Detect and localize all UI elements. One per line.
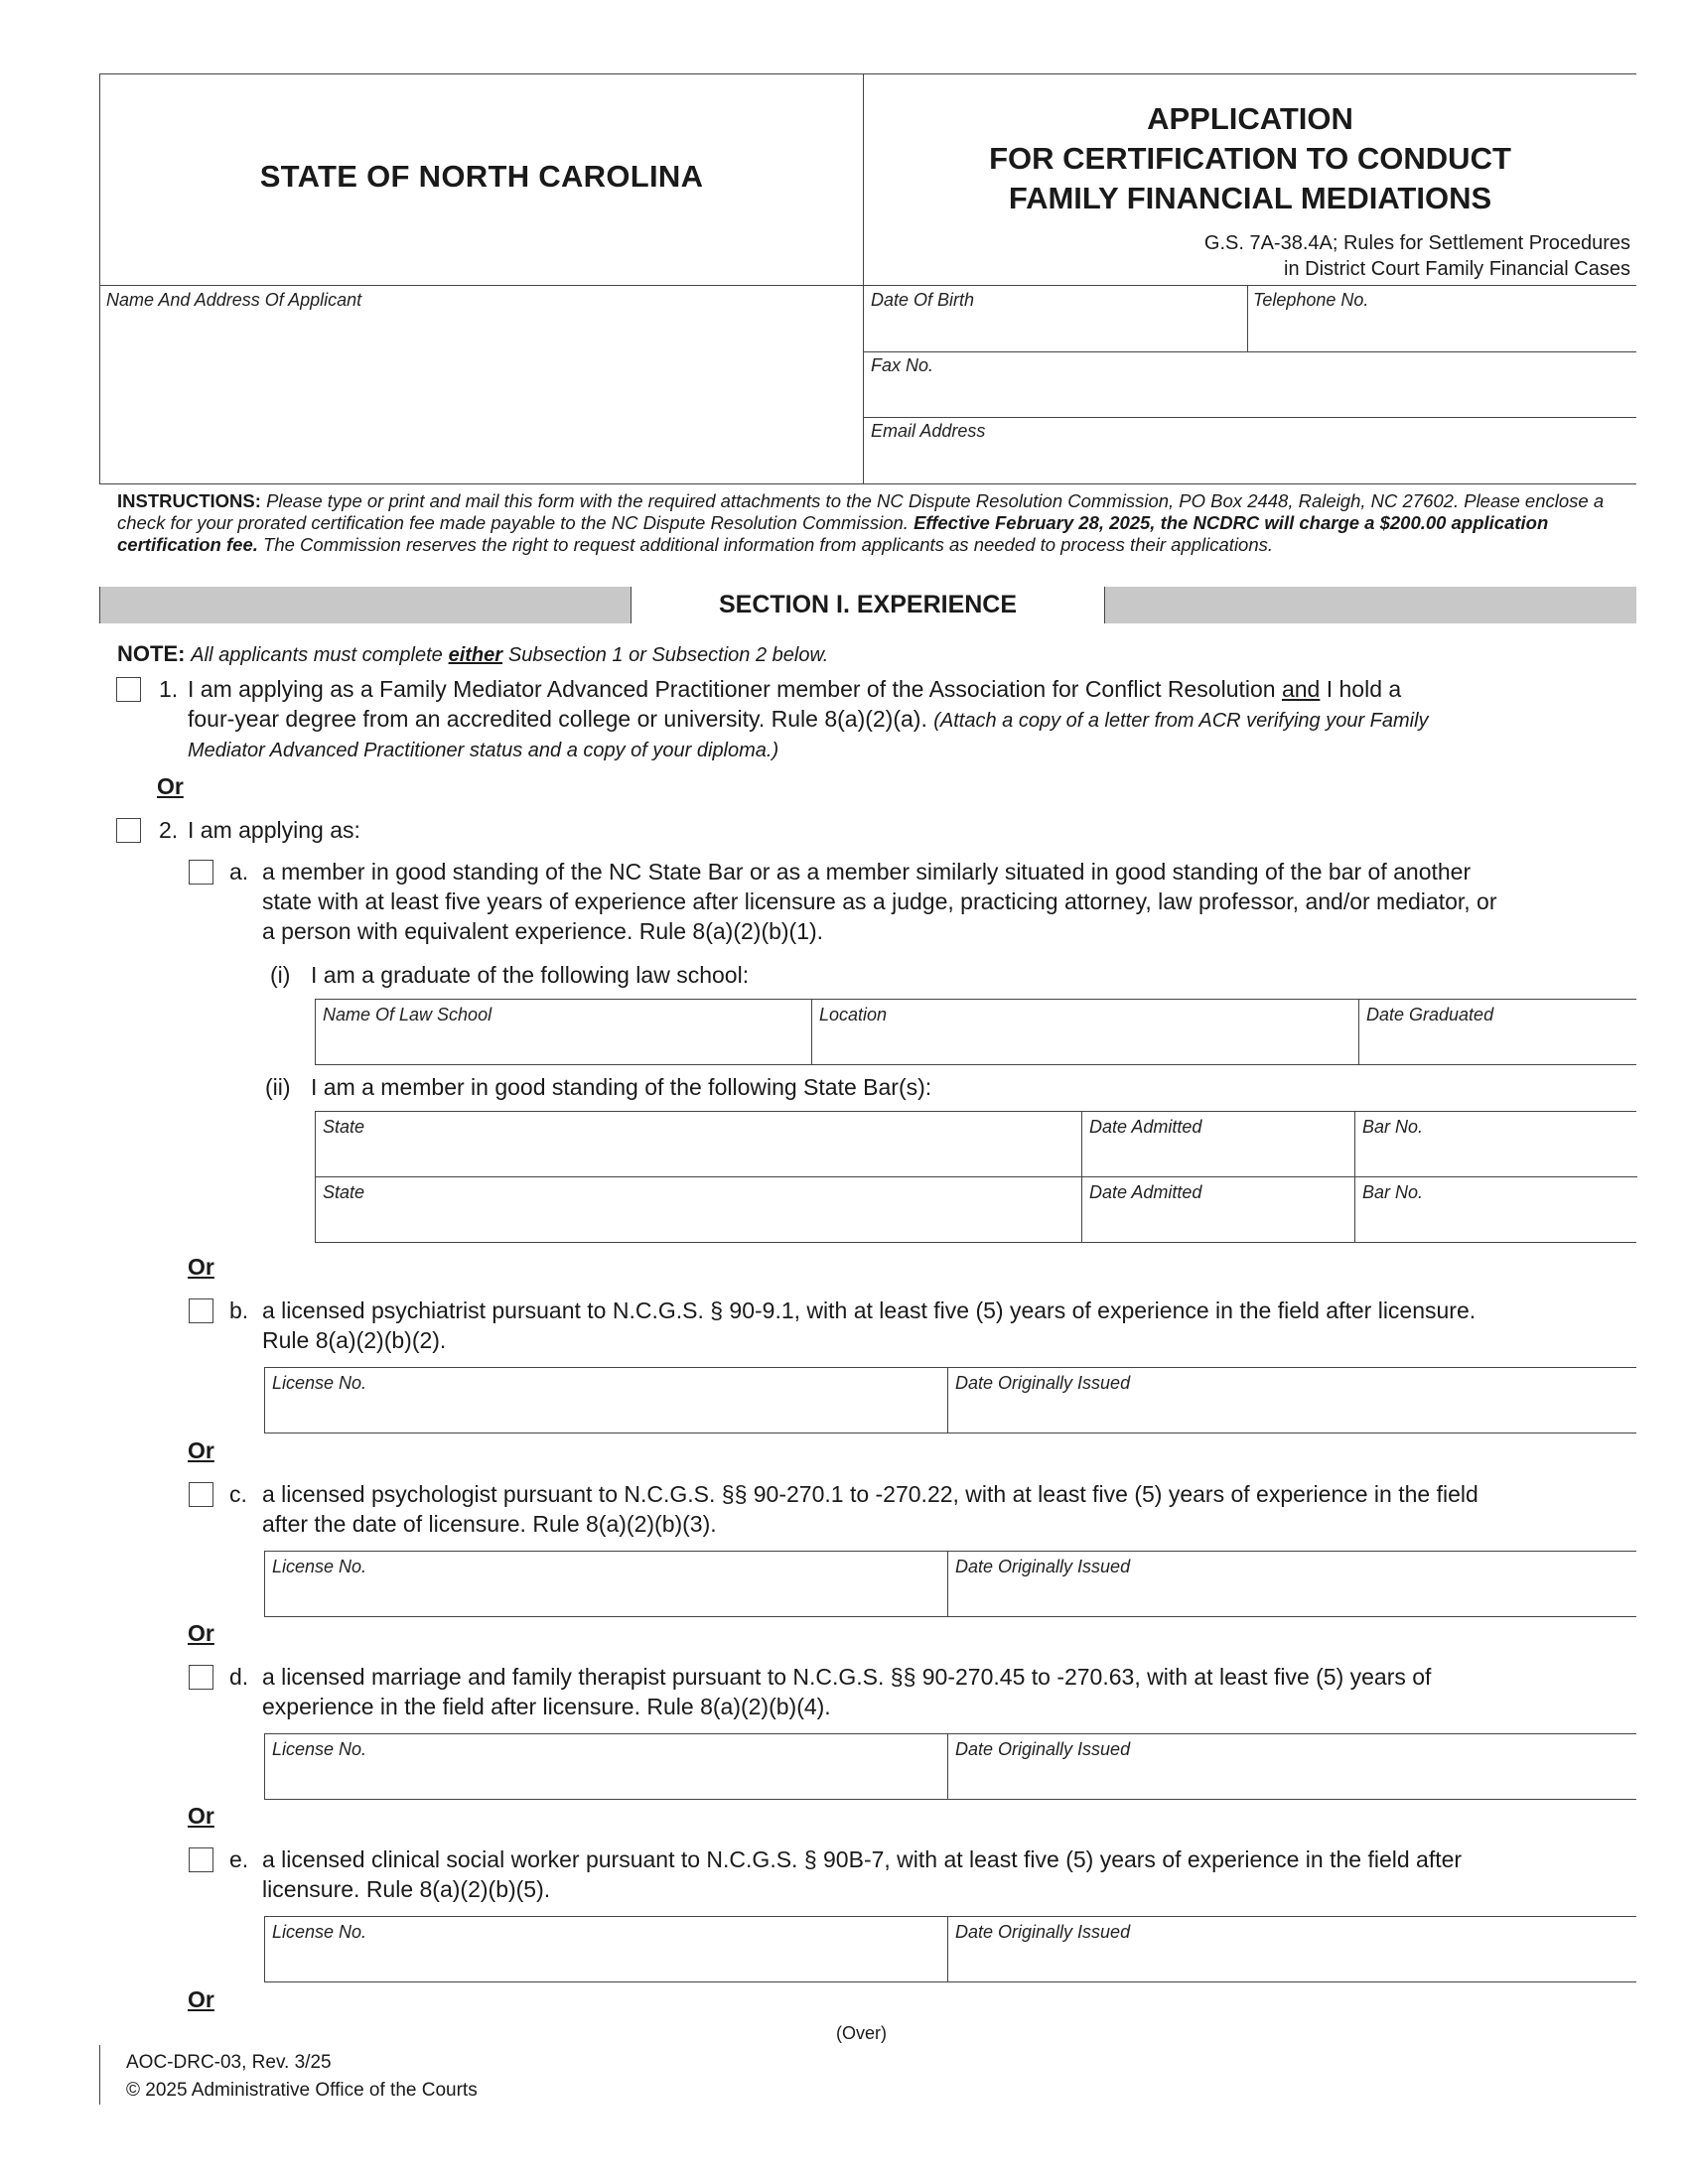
license-no-cell bbox=[265, 1552, 948, 1616]
section-title: SECTION I. EXPERIENCE bbox=[631, 587, 1105, 623]
bar-no-input-1[interactable] bbox=[1361, 1144, 1631, 1173]
bar-no-label-1: Bar No. bbox=[1362, 1117, 1424, 1137]
item-1-line1-a: I am applying as a Family Mediator Advanced Practitioner member of the Association for Conflict Resolution bbox=[188, 676, 1276, 702]
item-2a-ii-number: (ii) bbox=[265, 1074, 291, 1100]
item-2c-line1: a licensed psychologist pursuant to N.C.G.S. §§ 90-270.1 to -270.22, with at least five (5) years of experience in the field bbox=[262, 1481, 1478, 1507]
law-school-label: Name Of Law School bbox=[323, 1005, 492, 1024]
item-2c-letter: c. bbox=[229, 1481, 247, 1507]
item-2e-line1: a licensed clinical social worker pursuant to N.C.G.S. § 90B-7, with at least five (5) years of experience in the field after bbox=[262, 1846, 1463, 1872]
dob-label: Date Of Birth bbox=[871, 290, 975, 310]
state-input-2[interactable] bbox=[322, 1209, 1075, 1239]
date-issued-cell bbox=[948, 1734, 1637, 1799]
or-separator: Or bbox=[188, 1803, 214, 1829]
note-text-before: All applicants must complete bbox=[191, 644, 443, 666]
item-2d-line2: experience in the field after licensure. Rule 8(a)(2)(b)(4). bbox=[262, 1694, 831, 1719]
date-issued-label: Date Originally Issued bbox=[955, 1557, 1131, 1576]
checkbox-2d[interactable] bbox=[189, 1665, 213, 1690]
psychologist-license-row bbox=[264, 1551, 1636, 1617]
copyright: © 2025 Administrative Office of the Courts bbox=[126, 2080, 478, 2101]
license-no-label: License No. bbox=[272, 1739, 367, 1759]
license-no-label: License No. bbox=[272, 1557, 367, 1576]
note-text-after: Subsection 1 or Subsection 2 below. bbox=[507, 644, 829, 666]
psychologist-license-input[interactable] bbox=[271, 1582, 941, 1612]
item-2-number: 2. bbox=[159, 817, 179, 843]
state-cell-1 bbox=[316, 1112, 1082, 1177]
date-admitted-input-1[interactable] bbox=[1088, 1144, 1348, 1173]
item-2a-i-number: (i) bbox=[270, 962, 291, 988]
date-admitted-cell-1 bbox=[1082, 1112, 1355, 1177]
item-2e-line2: licensure. Rule 8(a)(2)(b)(5). bbox=[262, 1876, 551, 1902]
instructions-fee-notice: Effective February 28, 2025, the NCDRC will charge a $200.00 application certification fee. bbox=[117, 512, 1549, 555]
checkbox-subsection-1[interactable] bbox=[116, 677, 141, 702]
checkbox-2a[interactable] bbox=[189, 860, 213, 885]
license-no-cell bbox=[265, 1734, 948, 1799]
or-separator: Or bbox=[188, 1986, 214, 2012]
checkbox-2b[interactable] bbox=[189, 1298, 213, 1323]
instructions-text1: Please type or print and mail this form with the required attachments to the NC Dispute Resolution Commission, PO Box 2448, Raleigh, NC 27602. Please enclose a check for your prorated certification fee made payable to the NC Dispute Resolution Commission. bbox=[117, 490, 1605, 533]
law-school-cell bbox=[316, 1000, 812, 1064]
item-1-line3: Mediator Advanced Practitioner status and a copy of your diploma.) bbox=[188, 740, 779, 761]
location-cell bbox=[812, 1000, 1359, 1064]
therapist-license-input[interactable] bbox=[271, 1765, 941, 1795]
license-no-cell bbox=[265, 1368, 948, 1433]
item-2-text: I am applying as: bbox=[188, 817, 360, 843]
license-no-label: License No. bbox=[272, 1373, 367, 1393]
fax-field[interactable] bbox=[871, 383, 1629, 413]
state-label-1: State bbox=[323, 1117, 365, 1137]
item-1-line2-text: four-year degree from an accredited college or university. Rule 8(a)(2)(a). bbox=[188, 706, 927, 732]
date-issued-cell bbox=[948, 1368, 1637, 1433]
state-bar-table bbox=[315, 1111, 1636, 1243]
license-no-cell bbox=[265, 1917, 948, 1981]
divider bbox=[1247, 286, 1248, 351]
telephone-field[interactable] bbox=[1253, 318, 1634, 347]
psychologist-date-input[interactable] bbox=[954, 1582, 1631, 1612]
psychiatrist-license-row bbox=[264, 1367, 1636, 1433]
date-issued-label: Date Originally Issued bbox=[955, 1922, 1131, 1942]
state-input-1[interactable] bbox=[322, 1144, 1075, 1173]
statute-reference-line2: in District Court Family Financial Cases bbox=[1284, 258, 1630, 280]
checkbox-subsection-2[interactable] bbox=[116, 818, 141, 843]
item-1-line2-italic: (Attach a copy of a letter from ACR verifying your Family bbox=[933, 710, 1429, 732]
date-admitted-cell-2 bbox=[1082, 1177, 1355, 1243]
item-1-line1-b: I hold a bbox=[1326, 676, 1402, 702]
instructions-text2: The Commission reserves the right to request additional information from applicants as needed to process their applications. bbox=[263, 534, 1274, 555]
item-1-number: 1. bbox=[159, 676, 179, 702]
date-issued-cell bbox=[948, 1917, 1637, 1981]
item-2a-ii-text: I am a member in good standing of the following State Bar(s): bbox=[311, 1074, 932, 1100]
social-worker-license-row bbox=[264, 1916, 1636, 1982]
item-1-line1-and: and bbox=[1281, 676, 1321, 702]
dob-field[interactable] bbox=[871, 318, 1242, 347]
date-issued-cell bbox=[948, 1552, 1637, 1616]
instructions bbox=[117, 490, 1617, 556]
date-graduated-cell bbox=[1359, 1000, 1637, 1064]
item-2a-letter: a. bbox=[229, 859, 249, 885]
bar-no-input-2[interactable] bbox=[1361, 1209, 1631, 1239]
form-title-line2: FOR CERTIFICATION TO CONDUCT bbox=[989, 141, 1511, 176]
note bbox=[117, 641, 828, 667]
state-cell-2 bbox=[316, 1177, 1082, 1243]
bar-no-label-2: Bar No. bbox=[1362, 1182, 1424, 1202]
item-2d-letter: d. bbox=[229, 1664, 249, 1690]
note-label: NOTE: bbox=[117, 641, 186, 666]
checkbox-2e[interactable] bbox=[189, 1847, 213, 1872]
item-2c-line2: after the date of licensure. Rule 8(a)(2)(b)(3). bbox=[262, 1511, 717, 1537]
telephone-label: Telephone No. bbox=[1253, 290, 1369, 310]
social-worker-date-input[interactable] bbox=[954, 1948, 1631, 1978]
fax-label: Fax No. bbox=[871, 355, 934, 375]
form-title bbox=[864, 99, 1636, 218]
item-2a-line3: a person with equivalent experience. Rule 8(a)(2)(b)(1). bbox=[262, 918, 824, 944]
location-input[interactable] bbox=[818, 1030, 1352, 1060]
item-2a-line2: state with at least five years of experience after licensure as a judge, practicing attorney, law professor, and/or mediator, or bbox=[262, 888, 1497, 914]
or-separator: Or bbox=[188, 1620, 214, 1646]
statute-reference bbox=[1204, 230, 1630, 282]
email-label: Email Address bbox=[871, 421, 986, 441]
divider bbox=[864, 351, 1636, 352]
or-separator: Or bbox=[188, 1437, 214, 1463]
item-2b-letter: b. bbox=[229, 1297, 249, 1323]
item-2b-line1: a licensed psychiatrist pursuant to N.C.G.S. § 90-9.1, with at least five (5) years of experience in the field after licensure. bbox=[262, 1297, 1477, 1323]
divider bbox=[864, 417, 1636, 418]
social-worker-license-input[interactable] bbox=[271, 1948, 941, 1978]
date-issued-label: Date Originally Issued bbox=[955, 1739, 1131, 1759]
date-admitted-input-2[interactable] bbox=[1088, 1209, 1348, 1239]
or-separator: Or bbox=[188, 1254, 214, 1280]
item-1-line2 bbox=[188, 704, 1429, 736]
law-school-row bbox=[315, 999, 1636, 1065]
bar-no-cell-1 bbox=[1355, 1112, 1637, 1177]
psychiatrist-date-input[interactable] bbox=[954, 1399, 1631, 1429]
date-graduated-label: Date Graduated bbox=[1366, 1005, 1494, 1024]
item-2a-line1: a member in good standing of the NC State Bar or as a member similarly situated in good standing of the bar of another bbox=[262, 859, 1472, 885]
date-graduated-input[interactable] bbox=[1365, 1030, 1631, 1060]
location-label: Location bbox=[819, 1005, 888, 1024]
item-2a-i-text: I am a graduate of the following law school: bbox=[311, 962, 750, 988]
footer-rule bbox=[99, 2045, 100, 2105]
form-id: AOC-DRC-03, Rev. 3/25 bbox=[126, 2052, 332, 2073]
therapist-license-row bbox=[264, 1733, 1636, 1800]
date-admitted-label-1: Date Admitted bbox=[1089, 1117, 1202, 1137]
item-2d-line1: a licensed marriage and family therapist pursuant to N.C.G.S. §§ 90-270.45 to -270.63, with at least five (5) years of bbox=[262, 1664, 1432, 1690]
license-no-label: License No. bbox=[272, 1922, 367, 1942]
law-school-input[interactable] bbox=[322, 1030, 805, 1060]
instructions-heading: INSTRUCTIONS: bbox=[117, 490, 261, 511]
state-title: STATE OF NORTH CAROLINA bbox=[259, 159, 704, 194]
bar-no-cell-2 bbox=[1355, 1177, 1637, 1243]
name-address-field[interactable] bbox=[107, 316, 858, 480]
date-issued-label: Date Originally Issued bbox=[955, 1373, 1131, 1393]
item-1-line1 bbox=[188, 674, 1401, 704]
item-2e-letter: e. bbox=[229, 1846, 249, 1872]
form-title-line1: APPLICATION bbox=[1147, 101, 1353, 136]
over-indicator: (Over) bbox=[836, 2023, 887, 2043]
therapist-date-input[interactable] bbox=[954, 1765, 1631, 1795]
or-separator: Or bbox=[157, 773, 184, 799]
statute-reference-line1: G.S. 7A-38.4A; Rules for Settlement Procedures bbox=[1203, 232, 1630, 254]
checkbox-2c[interactable] bbox=[189, 1482, 213, 1507]
name-address-label: Name And Address Of Applicant bbox=[106, 290, 362, 310]
date-admitted-label-2: Date Admitted bbox=[1089, 1182, 1202, 1202]
psychiatrist-license-input[interactable] bbox=[271, 1399, 941, 1429]
form-title-line3: FAMILY FINANCIAL MEDIATIONS bbox=[1008, 181, 1492, 215]
state-label-2: State bbox=[323, 1182, 365, 1202]
item-2b-line2: Rule 8(a)(2)(b)(2). bbox=[262, 1327, 447, 1353]
email-field[interactable] bbox=[871, 449, 1629, 478]
note-emphasis: either bbox=[448, 644, 503, 666]
